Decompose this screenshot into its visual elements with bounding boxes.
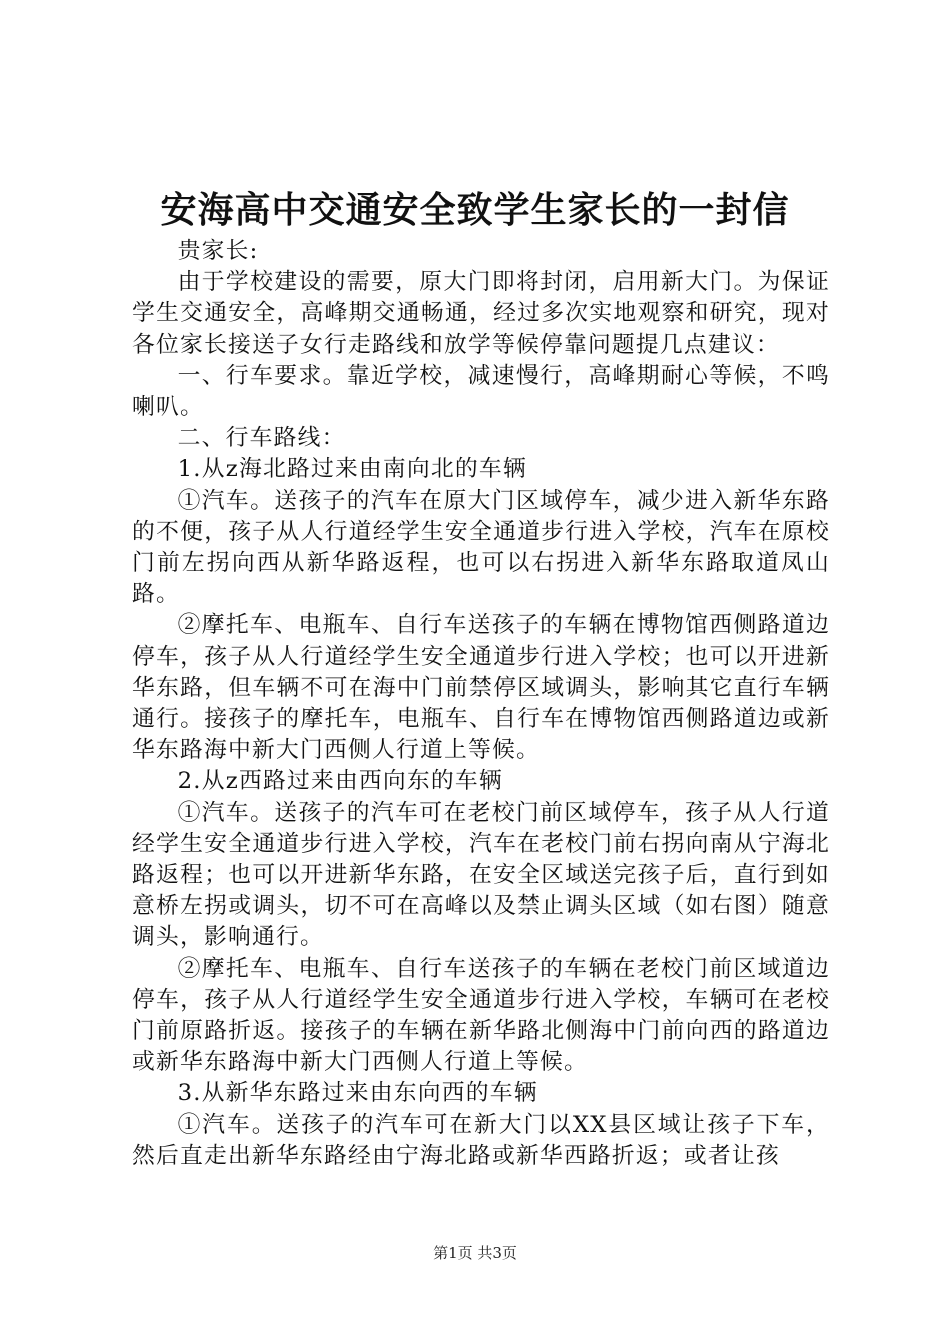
paragraph: ①汽车。送孩子的汽车可在老校门前区域停车，孩子从人行道经学生安全通道步行进入学校，汽车在老校门前右拐向南从宁海北路返程；也可以开进新华东路，在安全区域送完孩子后，直行到如意桥左拐或调头，切不可在高峰以及禁止调头区域（如右图）随意调头，影响通行。 (132, 799, 830, 951)
paragraph: 一、行车要求。靠近学校，减速慢行，高峰期耐心等候，不鸣喇叭。 (132, 362, 830, 421)
paragraph: ②摩托车、电瓶车、自行车送孩子的车辆在老校门前区域道边停车，孩子从人行道经学生安全通道步行进入学校，车辆可在老校门前原路折返。接孩子的车辆在新华路北侧海中门前向西的路道边或新华东路海中新大门西侧人行道上等候。 (132, 955, 830, 1076)
paragraph: 由于学校建设的需要，原大门即将封闭，启用新大门。为保证学生交通安全，高峰期交通畅通，经过多次实地观察和研究，现对各位家长接送子女行走路线和放学等候停靠问题提几点建议： (132, 269, 830, 358)
paragraph: 贵家长: (177, 238, 259, 264)
page-number-footer: 第1页 共3页 (433, 1244, 517, 1262)
paragraph: 3.从新华东路过来由东向西的车辆 (177, 1080, 538, 1107)
paragraph: 2.从z西路过来由西向东的车辆 (177, 768, 503, 795)
paragraph: 二、行车路线： (177, 425, 346, 452)
paragraph: ①汽车。送孩子的汽车可在新大门以XX县区域让孩子下车，然后直走出新华东路经由宁海北路或新华西路折返；或者让孩 (132, 1111, 830, 1169)
paragraph: 1.从z海北路过来由南向北的车辆 (177, 456, 527, 483)
document-body (132, 236, 830, 1172)
paragraph: ②摩托车、电瓶车、自行车送孩子的车辆在博物馆西侧路道边停车，孩子从人行道经学生安全通道步行进入学校；也可以开进新华东路，但车辆不可在海中门前禁停区域调头，影响其它直行车辆通行。接孩子的摩托车，电瓶车、自行车在博物馆西侧路道边或新华东路海中新大门西侧人行道上等候。 (132, 612, 830, 764)
document-title: 安海高中交通安全致学生家长的一封信 (160, 189, 790, 231)
paragraph: ①汽车。送孩子的汽车在原大门区域停车，减少进入新华东路的不便，孩子从人行道经学生安全通道步行进入学校，汽车在原校门前左拐向西从新华路返程，也可以右拐进入新华东路取道凤山路。 (132, 487, 830, 608)
